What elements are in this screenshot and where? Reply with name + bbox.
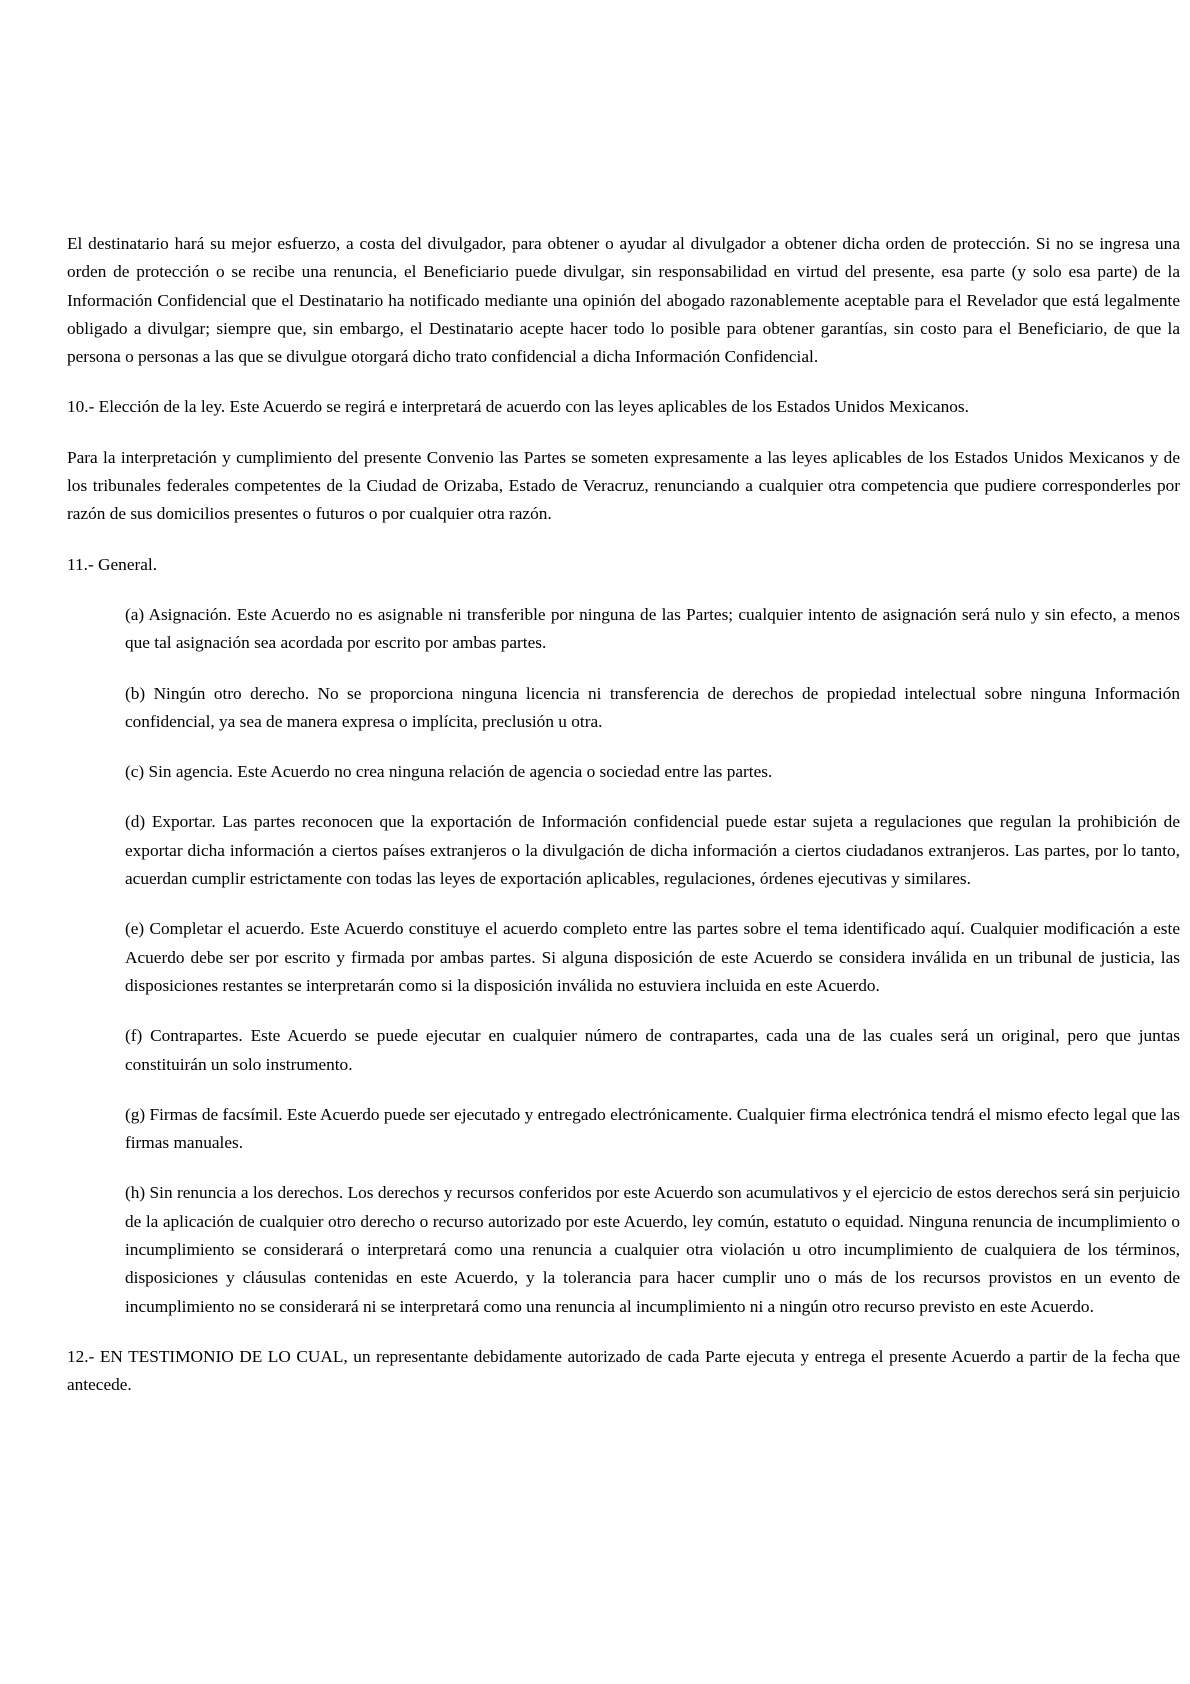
paragraph-jurisdiction: Para la interpretación y cumplimiento del presente Convenio las Partes se someten expresamente a las leyes aplicables de los Estados Unidos Mexicanos y de los tribunales federales competentes de la Ciudad de Orizaba, Estado de Veracruz, renunciando a cualquier otra competencia que pudiere corresponderles por razón de sus domicilios presentes o futuros o por cualquier otra razón.	[67, 447, 1180, 524]
paragraph-clause-12-witness: 12.- EN TESTIMONIO DE LO CUAL, un representante debidamente autorizado de cada Parte ejecuta y entrega el presente Acuerdo a partir de la fecha que antecede.	[67, 1346, 1180, 1395]
paragraph-protective-order: El destinatario hará su mejor esfuerzo, a costa del divulgador, para obtener o ayudar al divulgador a obtener dicha orden de protección. Si no se ingresa una orden de protección o se recibe una renuncia, el Beneficiario puede divulgar, sin responsabilidad en virtud del presente, esa parte (y solo esa parte) de la Información Confidencial que el Destinatario ha notificado mediante una opinión del abogado razonablemente aceptable para el Revelador que está legalmente obligado a divulgar; siempre que, sin embargo, el Destinatario acepte hacer todo lo posible para obtener garantías, sin costo para el Beneficiario, de que la persona o personas a las que se divulgue otorgará dicho trato confidencial a dicha Información Confidencial.	[67, 234, 1180, 367]
paragraph-item-a-assignment: (a) Asignación. Este Acuerdo no es asignable ni transferible por ninguna de las Partes; cualquier intento de asignación será nulo y sin efecto, a menos que tal asignación sea acordada por escrito por ambas partes.	[125, 604, 1180, 653]
paragraph-item-d-export: (d) Exportar. Las partes reconocen que la exportación de Información confidencial puede estar sujeta a regulaciones que regulan la prohibición de exportar dicha información a ciertos países extranjeros o la divulgación de dicha información a ciertos ciudadanos extranjeros. Las partes, por lo tanto, acuerdan cumplir estrictamente con todas las leyes de exportación aplicables, regulaciones, órdenes ejecutivas y similares.	[125, 812, 1180, 889]
paragraph-item-e-entire-agreement: (e) Completar el acuerdo. Este Acuerdo constituye el acuerdo completo entre las partes sobre el tema identificado aquí. Cualquier modificación a este Acuerdo debe ser por escrito y firmada por ambas partes. Si alguna disposición de este Acuerdo se considera inválida en un tribunal de justicia, las disposiciones restantes se interpretarán como si la disposición inválida no estuviera incluida en este Acuerdo.	[125, 919, 1180, 995]
paragraph-item-b-no-other-rights: (b) Ningún otro derecho. No se proporciona ninguna licencia ni transferencia de derechos de propiedad intelectual sobre ninguna Información confidencial, ya sea de manera expresa o implícita, preclusión u otra.	[125, 683, 1180, 731]
paragraph-item-f-counterparts: (f) Contrapartes. Este Acuerdo se puede ejecutar en cualquier número de contrapartes, cada una de las cuales será un original, pero que juntas constituirán un solo instrumento.	[125, 1026, 1180, 1074]
paragraph-clause-11-general-heading: 11.- General.	[67, 554, 158, 574]
paragraph-item-g-facsimile-signatures: (g) Firmas de facsímil. Este Acuerdo puede ser ejecutado y entregado electrónicamente. Cualquier firma electrónica tendrá el mismo efecto legal que las firmas manuales.	[125, 1104, 1180, 1153]
paragraph-item-h-no-waiver: (h) Sin renuncia a los derechos. Los derechos y recursos conferidos por este Acuerdo son acumulativos y el ejercicio de estos derechos será sin perjuicio de la aplicación de cualquier otro derecho o recurso autorizado por este Acuerdo, ley común, estatuto o equidad. Ninguna renuncia de incumplimiento o incumplimiento se considerará o interpretará como una renuncia a cualquier otra violación u otro incumplimiento de cualquiera de los términos, disposiciones y cláusulas contenidas en este Acuerdo, y la tolerancia para hacer cumplir uno o más de los recursos provistos en un evento de incumplimiento no se considerará ni se interpretará como una renuncia al incumplimiento ni a ningún otro recurso previsto en este Acuerdo.	[125, 1183, 1180, 1316]
paragraph-clause-10-choice-of-law: 10.- Elección de la ley. Este Acuerdo se regirá e interpretará de acuerdo con las leyes aplicables de los Estados Unidos Mexicanos.	[67, 397, 969, 417]
paragraph-item-c-no-agency: (c) Sin agencia. Este Acuerdo no crea ninguna relación de agencia o sociedad entre las partes.	[125, 762, 773, 782]
